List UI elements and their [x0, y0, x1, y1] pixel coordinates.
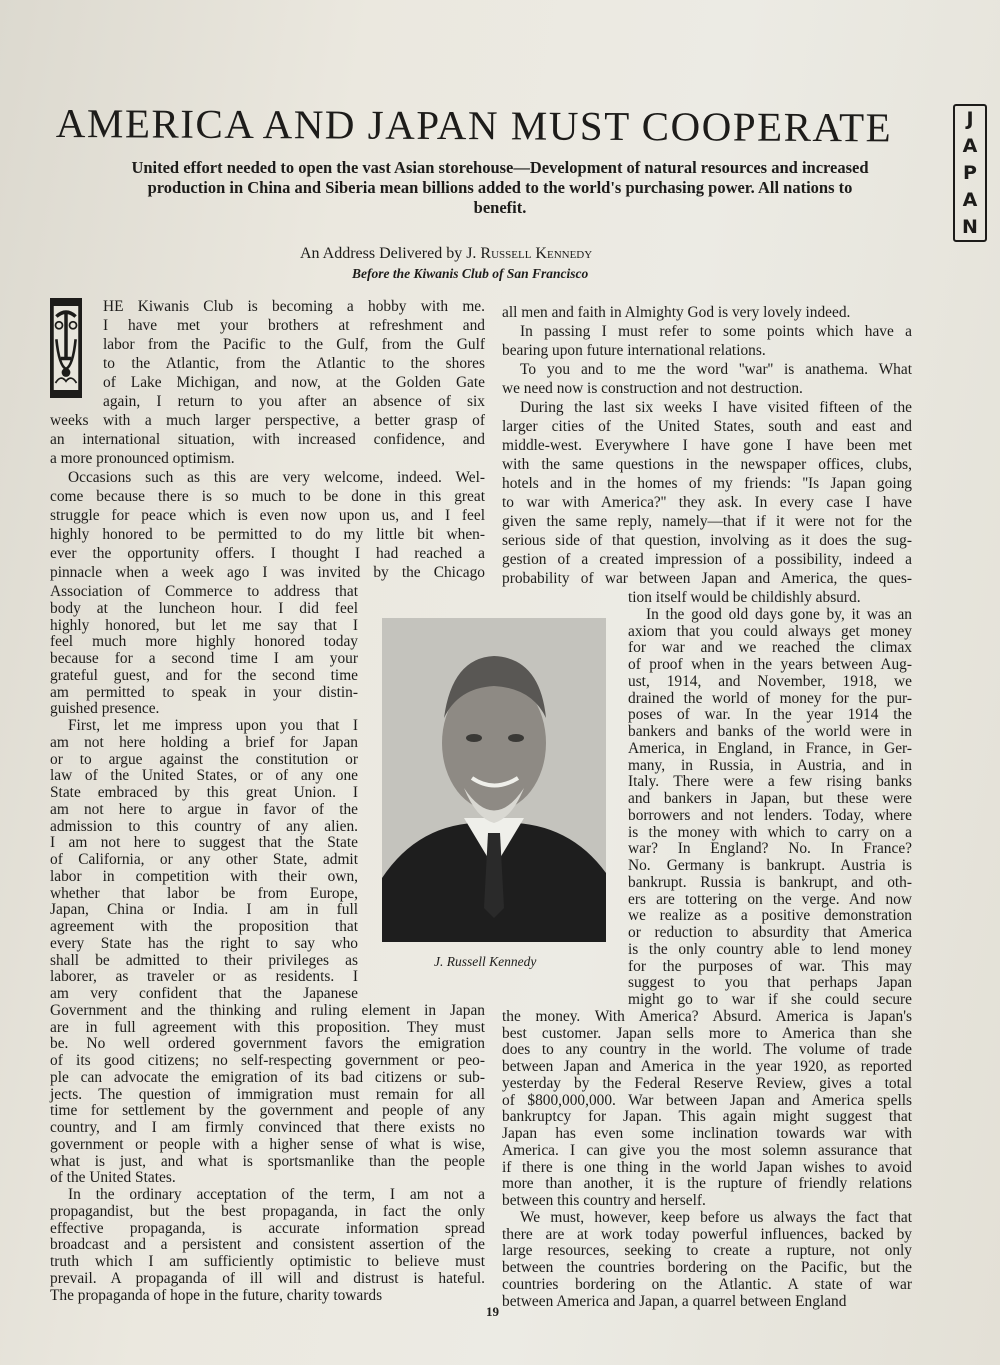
right-column-text-line: of proof when in the years between Aug-	[628, 656, 912, 673]
left-column-text-line: highly honored, but let me say that I	[50, 616, 358, 634]
byline	[300, 244, 720, 263]
left-column-text-line: Government and the thinking and ruling element in Japan	[50, 1001, 485, 1019]
left-column-text-line: broadcast and a persistent and consistent assertion of the	[50, 1236, 485, 1254]
right-column-text-line: America. I can give you the most solemn assurance that	[502, 1141, 912, 1159]
right-column-text-line: larger cities of the United States, south and east and	[502, 418, 912, 435]
author-portrait-photo	[382, 618, 606, 942]
venue-line: Before the Kiwanis Club of San Francisco	[352, 266, 589, 281]
right-column-text-line: between this country and herself.	[502, 1192, 706, 1209]
right-column-text-line: we realize as a positive demonstration	[628, 907, 912, 925]
right-column-text-line: borrowers and not lenders. Today, where	[628, 806, 912, 824]
right-column-text-line: In passing I must refer to some points which have a	[520, 323, 912, 340]
left-column-text-line: am very confident that the Japanese	[50, 985, 358, 1002]
right-column-text-line: poses of war. In the year 1914 the	[628, 706, 912, 724]
right-column-text-line: yesterday by the Federal Reserve Review, gives a total	[502, 1074, 912, 1092]
left-column-text-line: labor from the Pacific to the Gulf, from the Gulf	[103, 336, 485, 353]
right-column-text-line: Japan has even some inclination towards war with	[502, 1125, 912, 1142]
ornamental-drop-cap-t-icon	[50, 298, 82, 398]
right-column-text-line: best customer. Japan sells more to America than she	[502, 1024, 912, 1042]
left-column-text-line: law of the United States, or of any one	[50, 767, 358, 785]
left-column-text-line: jects. The question of immigration must remain for all	[50, 1085, 485, 1103]
tab-letter: N	[962, 215, 978, 238]
right-column-text-line: axiom that you could always get money	[628, 622, 912, 640]
tab-letter: P	[963, 161, 977, 184]
left-column-text-line: truth which I am sufficiently optimistic to believe must	[50, 1253, 485, 1270]
left-column-text-line: whether that labor be from Europe,	[50, 884, 358, 902]
left-column-text-line: what is just, and what is sportsmanlike than the people	[50, 1152, 485, 1170]
left-column-text-line: be. No well ordered government favors the emigration	[50, 1035, 485, 1053]
right-column-text-line: all men and faith in Almighty God is very lovely indeed.	[502, 304, 851, 321]
left-column-text-line: government or people with a higher sense of what is wise,	[50, 1135, 485, 1153]
right-column-text-line: gestion of a created impression of a possibility, indeed a	[502, 551, 912, 568]
right-column-text-line: Italy. There were a few rising banks	[628, 773, 912, 791]
left-column-text-line: feel much more highly honored today	[50, 633, 358, 651]
left-column-text-line: of California, or any other State, admit	[50, 851, 358, 868]
left-column-text-line: am not here holding a brief for Japan	[50, 733, 358, 751]
left-column-text-line: labor in competition with their own,	[50, 867, 358, 885]
right-column-text-line: for war and we reached the climax	[628, 639, 912, 657]
left-column-text-line: to the Atlantic, from the Atlantic to the shores	[103, 355, 485, 372]
left-column-text-line: because for a second time I am your	[50, 650, 358, 667]
left-column-text-line: effective propaganda, is accurate information spread	[50, 1219, 485, 1237]
photo-caption: J. Russell Kennedy	[434, 954, 537, 969]
right-column-text-line: middle-west. Everywhere I have gone I have been met	[502, 437, 912, 454]
left-column-text-line: The propaganda of hope in the future, charity towards	[50, 1286, 383, 1304]
left-column-text-line: I have met your brothers at refreshment and	[103, 317, 485, 334]
right-column-text-line: between the countries bordering on the Pacific, but the	[502, 1259, 912, 1276]
right-column-text-line: drained the world of money for the pur-	[628, 689, 912, 707]
left-column-text-line: come because there is so much to be done in this great	[50, 488, 485, 505]
left-column-text-line: of Lake Michigan, and now, at the Golden Gate	[103, 374, 485, 391]
right-column-text-line: suggest to you that perhaps Japan	[628, 974, 912, 992]
left-column-text-line: every State has the right to say who	[50, 934, 358, 952]
right-column-text-line: there are at work today powerful influences, backed by	[502, 1225, 912, 1243]
left-column-text-line: am permitted to speak in your distin-	[50, 683, 358, 701]
right-column-text-line: serious side of that question, involving as it does the sug-	[502, 532, 912, 549]
right-column-text-line: given the same reply, namely—that if it were not for the	[502, 513, 912, 530]
section-tab-japan	[953, 104, 987, 242]
right-column-text-line: between America and Japan, a quarrel between England	[502, 1292, 847, 1310]
right-column-text-line: many, in Russia, in Austria, and in	[628, 756, 912, 774]
right-column-text-line: might go to war if she could secure	[628, 991, 912, 1008]
right-column-text-line: large resources, seeking to create a rupture, not only	[502, 1242, 912, 1260]
right-column-text-line: countries bordering on the Atlantic. A state of war	[502, 1275, 912, 1293]
left-column-text-line: I am not here to suggest that the State	[50, 834, 358, 852]
right-column-text-line: ust, 1914, and November, 1918, we	[628, 672, 912, 690]
left-column-text-line: an international situation, with increased confidence, and	[50, 431, 485, 448]
left-column-text-line: ever the opportunity offers. I thought I had reached a	[50, 545, 485, 562]
right-column-text-line: America, in England, in France, in Ger-	[628, 739, 912, 757]
left-column-text-line: of its good citizens; no self-respecting government or peo-	[50, 1052, 485, 1069]
left-column-text-line: guished presence.	[50, 700, 160, 718]
left-column-text-line: Association of Commerce to address that	[50, 583, 358, 600]
left-column-text-line: Occasions such as this are very welcome, indeed. Wel-	[68, 469, 485, 486]
left-column-text-line: agreement with the proposition that	[50, 918, 358, 935]
left-column-text-line: time for settlement by the government and people of any	[50, 1102, 485, 1120]
right-column-text-line: between Japan and America in the year 1920, as reported	[502, 1058, 912, 1075]
left-column-text-line: body at the luncheon hour. I did feel	[50, 599, 358, 617]
left-column-text-line: or to argue against the constitution or	[50, 750, 358, 768]
right-column-text-line: tion itself would be childishly absurd.	[628, 589, 861, 606]
author-name: Russell Kennedy	[480, 245, 593, 262]
right-column-text-line: if there is one thing in the world Japan wishes to avoid	[502, 1158, 912, 1176]
right-column-text-line: To you and to me the word ''war'' is anathema. What	[520, 361, 912, 378]
right-column-text-line: During the last six weeks I have visited fifteen of the	[520, 399, 912, 416]
left-column-text-line: Japan, China or India. I am in full	[50, 901, 358, 919]
right-column-text-line: is the only country able to lend money	[628, 940, 912, 958]
left-column-text-line: country, and I am firmly convinced that there exists no	[50, 1119, 485, 1136]
right-column-text-line: for the purposes of war. This may	[628, 957, 912, 975]
right-column-text-line: ers are tottering on the verge. And now	[628, 890, 912, 908]
right-column-text-line: with the same questions in the newspaper offices, clubs,	[502, 456, 912, 473]
right-column-text-line: In the good old days gone by, it was an	[646, 605, 912, 623]
right-column-text-line: probability of war between Japan and America, the ques-	[502, 570, 912, 587]
tab-letter: A	[962, 188, 978, 211]
tab-letter: A	[962, 135, 978, 158]
right-column-text-line: more than another, it is the rupture of friendly relations	[502, 1175, 912, 1193]
right-column-text-line: we need now is construction and not destruction.	[502, 380, 803, 397]
left-column-text-line: ple can advocate the emigration of its bad citizens or sub-	[50, 1068, 485, 1086]
left-column-text-line: propagandist, but the best propaganda, in fact the only	[50, 1202, 485, 1220]
left-column-text-line: shall be admitted to their privileges as	[50, 951, 358, 969]
tab-letter: J	[966, 108, 974, 131]
right-column-text-line: the money. With America? Absurd. America is Japan's	[502, 1007, 912, 1025]
right-column-text-line: hotels and in the homes of my friends: ''Is Japan going	[502, 475, 912, 492]
left-column-text-line: am not here to argue in favor of the	[50, 800, 358, 818]
left-column-text-line: First, let me impress upon you that I	[68, 717, 358, 734]
right-column-text-line: bearing upon future international relations.	[502, 342, 766, 359]
right-column-text-line: bankrupt. Russia is bankrupt, and oth-	[628, 873, 912, 891]
right-column-text-line: or reduction to absurdity that America	[628, 924, 912, 941]
left-column-text-line: prevail. A propaganda of ill will and distrust is hateful.	[50, 1269, 485, 1287]
right-column-text-line: war? In England? No. In France?	[628, 840, 912, 858]
byline-prefix: An Address Delivered by J.	[300, 245, 481, 262]
left-column-text-line: admission to this country of any alien.	[50, 817, 358, 835]
right-column-text-line: No. Germany is bankrupt. Austria is	[628, 857, 912, 874]
right-column-text-line: does to any country in the world. The volume of trade	[502, 1041, 912, 1059]
right-column-text-line: and bankers in Japan, but these were	[628, 790, 912, 807]
article-subtitle: United effort needed to open the vast Asian storehouse—Development of natural resources and increased production in China and Siberia mean billions added to the world's purchasing power. All nations to benefit.	[131, 158, 869, 217]
left-column-text-line: grateful guest, and for the second time	[50, 666, 358, 684]
left-column-text-line: laborer, as traveler or as residents. I	[50, 968, 358, 986]
left-column-text-line: again, I return to you after an absence of six	[103, 393, 485, 410]
left-column-text-line: of the United States.	[50, 1169, 176, 1187]
right-column-text-line: We must, however, keep before us always the fact that	[520, 1208, 912, 1226]
right-column-text-line: is the money with which to carry on a	[628, 823, 912, 841]
article-title: AMERICA AND JAPAN MUST COOPERATE	[55, 100, 893, 151]
left-column-text-line: a more pronounced optimism.	[50, 450, 235, 467]
left-column-text-line: State embraced by this great Union. I	[50, 784, 358, 801]
right-column-text-line: bankruptcy for Japan. This again might suggest that	[502, 1108, 912, 1126]
page-number: 19	[486, 1304, 499, 1319]
right-column-text-line: to war with America?'' they ask. In every case I have	[502, 494, 912, 511]
left-column-text-line: are in full agreement with this proposition. They must	[50, 1018, 485, 1036]
left-column-text-line: pinnacle when a week ago I was invited by the Chicago	[50, 564, 485, 581]
right-column-text-line: of $800,000,000. War between Japan and America spells	[502, 1091, 912, 1109]
left-column-text-line: HE Kiwanis Club is becoming a hobby with me.	[103, 298, 485, 315]
left-column-text-line: highly honored to be permitted to do my little bit when-	[50, 526, 485, 543]
left-column-text-line: In the ordinary acceptation of the term, I am not a	[68, 1186, 485, 1203]
right-column-text-line: bankers and banks of the world were in	[628, 723, 912, 740]
left-column-text-line: struggle for peace which is even now upon us, and I feel	[50, 507, 485, 524]
left-column-text-line: weeks with a much larger perspective, a better grasp of	[50, 412, 485, 429]
